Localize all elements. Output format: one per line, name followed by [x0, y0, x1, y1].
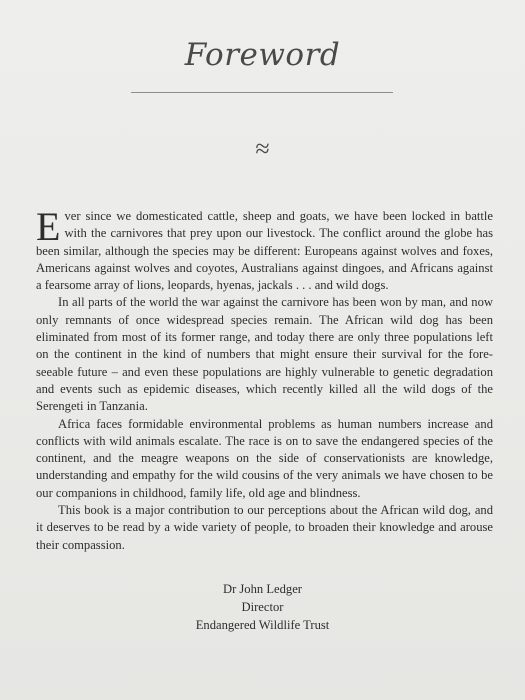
- paragraph-4: This book is a major contribution to our perceptions about the African wild dog, and it deserves to be read by a wide variety of people, to broaden their knowledge and arouse their compassion.: [36, 503, 493, 552]
- title-underline-rule: [131, 92, 393, 93]
- paragraph-2: In all parts of the world the war against the carnivore has been won by man, and now only remnants of once widespread species remain. The African wild dog has been eliminated from most of its former range, and today there are only three populations left on the continent in the kind of numbers that might ensure their survival for the fore-seeable future – and even these populations are highly vulnerable to genetic degradation and events such as epidemic diseases, which recently killed all the wild dogs of the Serengeti in Tanzania.: [36, 295, 493, 414]
- paragraph-3: Africa faces formidable environmental problems as human numbers increase and conflicts with wild animals escalate. The race is on to save the endangered species of the continent, and the meagre weapons on the side of conservationists are knowledge, understanding and empathy for the wild cousins of the very animals we have chosen to be our companions in childhood, family life, old age and blindness.: [36, 416, 493, 500]
- signatory-role: Director: [241, 600, 284, 614]
- ornament-wave-icon: ≈: [255, 134, 270, 163]
- signatory-name: Dr John Ledger: [222, 582, 303, 596]
- paragraph-1-text: ver since we domesticated cattle, sheep and goats, we have been locked in battle with the carnivores that prey upon our livestock. The conflict around the globe has been similar, although the species may be different: Europeans against wolves and foxes, Americans against wolves and coyotes, Australians against dingoes, and Africans against a fearsome array of lions, leopards, hyenas, jackals . . . and wild dogs.: [36, 209, 493, 293]
- page-title: Foreword: [184, 37, 341, 73]
- foreword-body: [36, 204, 493, 554]
- paragraph-1: [36, 204, 493, 294]
- drop-cap: E: [36, 204, 61, 249]
- signatory-organization: Endangered Wildlife Trust: [195, 618, 330, 632]
- signature-block: [0, 580, 525, 634]
